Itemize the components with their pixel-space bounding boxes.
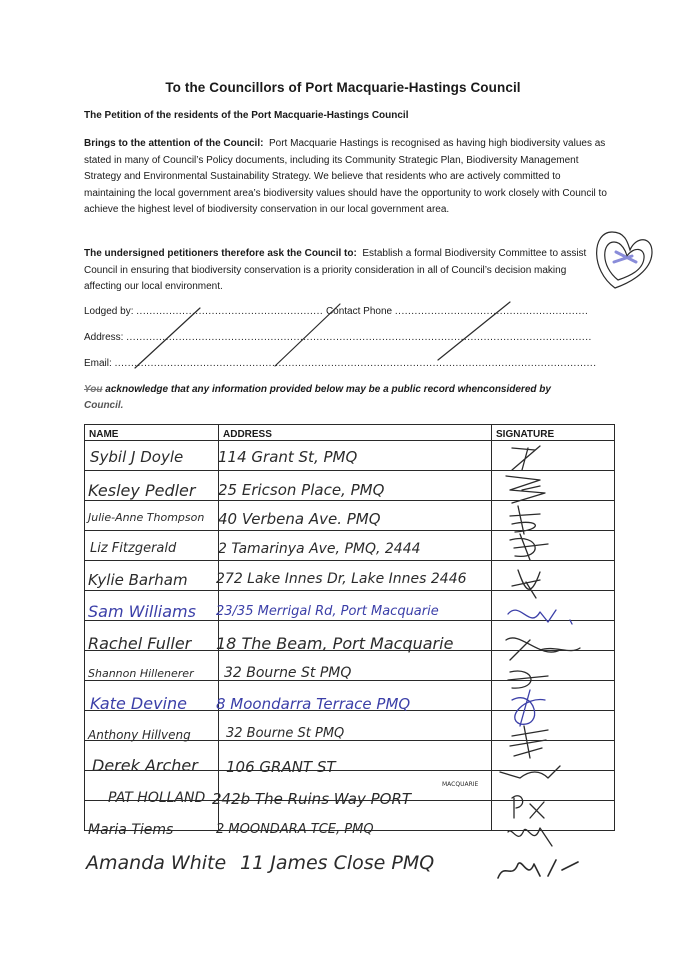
signature-10 [510, 726, 548, 758]
signature-14 [498, 860, 578, 878]
page-title: To the Councillors of Port Macquarie-Hastings Council [165, 80, 521, 95]
attention-label: Brings to the attention of the Council: [84, 138, 264, 149]
signature-9 [512, 690, 545, 726]
row-12-name: PAT HOLLAND [108, 790, 206, 806]
row-14-name: Amanda White [86, 852, 227, 874]
row-5-address: 272 Lake Innes Dr, Lake Innes 2446 [216, 571, 467, 587]
email-field: Email: ................................................................................................................................................... [84, 358, 597, 369]
signature-13 [508, 828, 552, 846]
signature-6 [508, 610, 572, 624]
row-7-name: Rachel Fuller [88, 634, 192, 653]
signature-8 [508, 671, 548, 688]
row-4-address: 2 Tamarinya Ave, PMQ, 2444 [218, 541, 421, 557]
row-11-address: 106 GRANT ST [226, 758, 336, 776]
struck-word: You [84, 384, 103, 395]
acknowledgement-body: acknowledge that any information provided below may be a public record whenconsidered by [105, 384, 551, 395]
signature-5 [512, 570, 540, 598]
signature-3 [510, 506, 540, 534]
row-4-name: Liz Fitzgerald [90, 541, 177, 556]
contact-phone-label: Contact Phone [325, 306, 393, 317]
row-5-name: Kylie Barham [88, 571, 188, 589]
cancel-stroke [275, 304, 340, 366]
acknowledgement-last-word: Council. [84, 400, 124, 411]
row-6-address: 23/35 Merrigal Rd, Port Macquarie [216, 604, 439, 619]
petition-subtitle: The Petition of the residents of the Port Macquarie-Hastings Council [84, 110, 409, 121]
cancel-stroke [438, 302, 510, 360]
row-10-name: Anthony Hillveng [88, 728, 191, 742]
lodged-by-field: Lodged by: ......................................................... Contact Phone ........................................................... [84, 306, 589, 317]
row-10-address: 32 Bourne St PMQ [226, 726, 345, 741]
signature-11 [500, 766, 560, 778]
row-13-address: 2 MOONDARA TCE, PMQ [216, 822, 374, 837]
heart-scribble-icon [614, 252, 636, 262]
row-14-address: 11 James Close PMQ [240, 852, 435, 874]
signature-2 [506, 476, 545, 503]
row-3-address: 40 Verbena Ave. PMQ [218, 510, 381, 528]
row-9-name: Kate Devine [90, 694, 187, 713]
name-header: NAME [85, 425, 219, 441]
row-6-name: Sam Williams [88, 602, 196, 621]
email-label: Email: [84, 358, 112, 369]
request-label: The undersigned petitioners therefore ask the Council to: [84, 248, 357, 259]
row-9-address: 8 Moondarra Terrace PMQ [216, 695, 411, 713]
row-1-name: Sybil J Doyle [90, 448, 184, 466]
lodged-by-label: Lodged by: [84, 306, 134, 317]
row-12-address: 242b The Ruins Way PORT [212, 790, 412, 808]
row-8-address: 32 Bourne St PMQ [224, 665, 352, 681]
row-2-name: Kesley Pedler [88, 481, 196, 500]
signature-12 [512, 796, 544, 818]
signature-4 [510, 534, 548, 560]
address-header: ADDRESS [219, 425, 492, 441]
row-3-name: Julie-Anne Thompson [88, 511, 205, 524]
address-field: Address: .............................................................................................................................................. [84, 332, 592, 343]
signature-header: SIGNATURE [492, 425, 615, 441]
row-8-name: Shannon Hillenerer [88, 667, 194, 680]
request-text: Establish a formal Biodiversity Committee to assist Council in ensuring that biodiversity conservation is a priority consideration in all of Council’s decision making affecting our local environment. [84, 248, 587, 292]
row-12-address-note: MACQUARIE [442, 781, 479, 788]
signature-1 [512, 446, 540, 470]
address-label: Address: [84, 332, 124, 343]
signature-7 [506, 638, 580, 660]
row-11-name: Derek Archer [92, 756, 198, 775]
attention-text: Port Macquarie Hastings is recognised as having high biodiversity values as stated in many of Council’s Policy documents, including its Community Strategic Plan, Biodiversity Management Strategy and Environmental Sustainability Strategy. We believe that residents who are actively committed to maintaining the local government area’s biodiversity values should have the opportunity to work closely with Council to achieve the highest level of biodiversity conservation in our local government area. [84, 138, 607, 215]
cancel-stroke [135, 308, 200, 368]
row-1-address: 114 Grant St, PMQ [218, 448, 358, 466]
row-2-address: 25 Ericson Place, PMQ [218, 481, 385, 499]
row-13-name: Maria Tiems [88, 822, 174, 838]
row-7-address: 18 The Beam, Port Macquarie [216, 634, 454, 653]
